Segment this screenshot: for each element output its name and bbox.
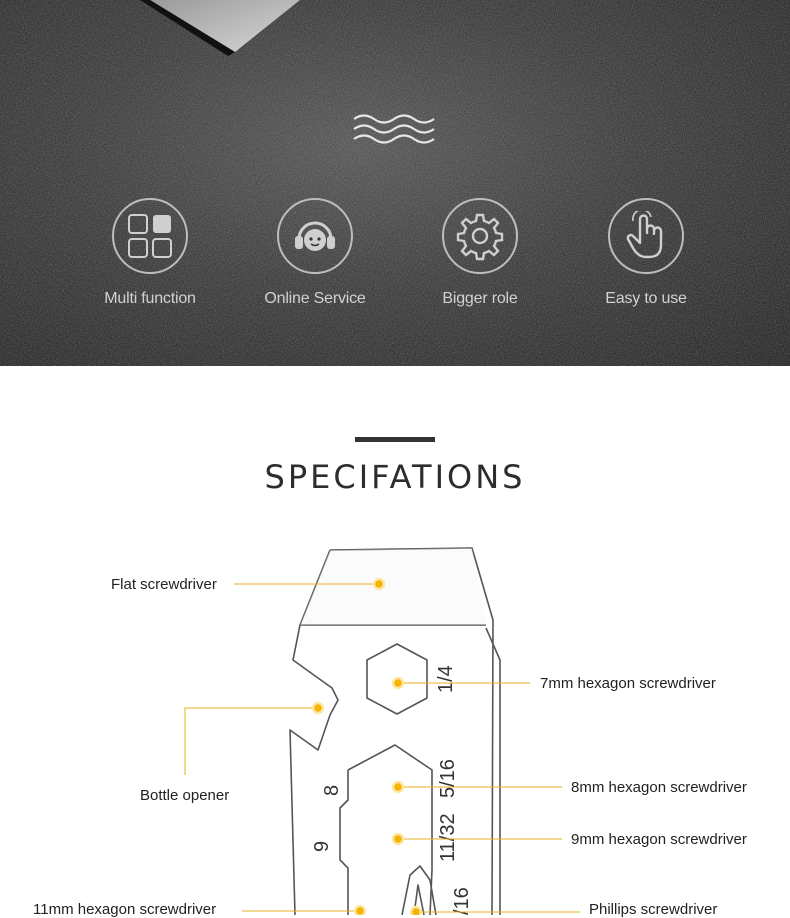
feature-label: Easy to use	[605, 290, 687, 307]
engraving-sixteenths: /16	[451, 887, 473, 915]
feature-label: Multi function	[104, 290, 196, 307]
engraving-quarter: 1/4	[435, 665, 457, 693]
callout-dot-hex7	[393, 678, 403, 688]
callout-dot-phillips	[411, 907, 421, 915]
engraving-five-sixteenths: 5/16	[437, 759, 459, 798]
callout-bottle-opener: Bottle opener	[140, 787, 230, 804]
callout-11mm-hexagon: 11mm hexagon screwdriver	[33, 901, 217, 918]
callout-phillips-screwdriver: Phillips screwdriver	[589, 901, 718, 918]
engraving-eleven-thirtyseconds: 11/32	[437, 813, 459, 862]
callout-dot-hex8	[393, 782, 403, 792]
feature-label: Bigger role	[442, 290, 518, 307]
feature-label: Online Service	[264, 290, 366, 307]
section-title: SPECIFATIONS	[264, 458, 526, 496]
callout-flat-screwdriver: Flat screwdriver	[111, 576, 217, 593]
engraving-eight: 8	[321, 784, 343, 796]
callout-dot-hex11	[355, 906, 365, 915]
callout-8mm-hexagon: 8mm hexagon screwdriver	[571, 779, 747, 796]
callout-9mm-hexagon: 9mm hexagon screwdriver	[571, 831, 747, 848]
callout-dot-bottle	[313, 703, 323, 713]
callout-dot-hex9	[393, 834, 403, 844]
engraving-nine: 9	[311, 840, 333, 852]
callout-dot-flat	[374, 579, 384, 589]
callout-7mm-hexagon: 7mm hexagon screwdriver	[540, 675, 716, 692]
